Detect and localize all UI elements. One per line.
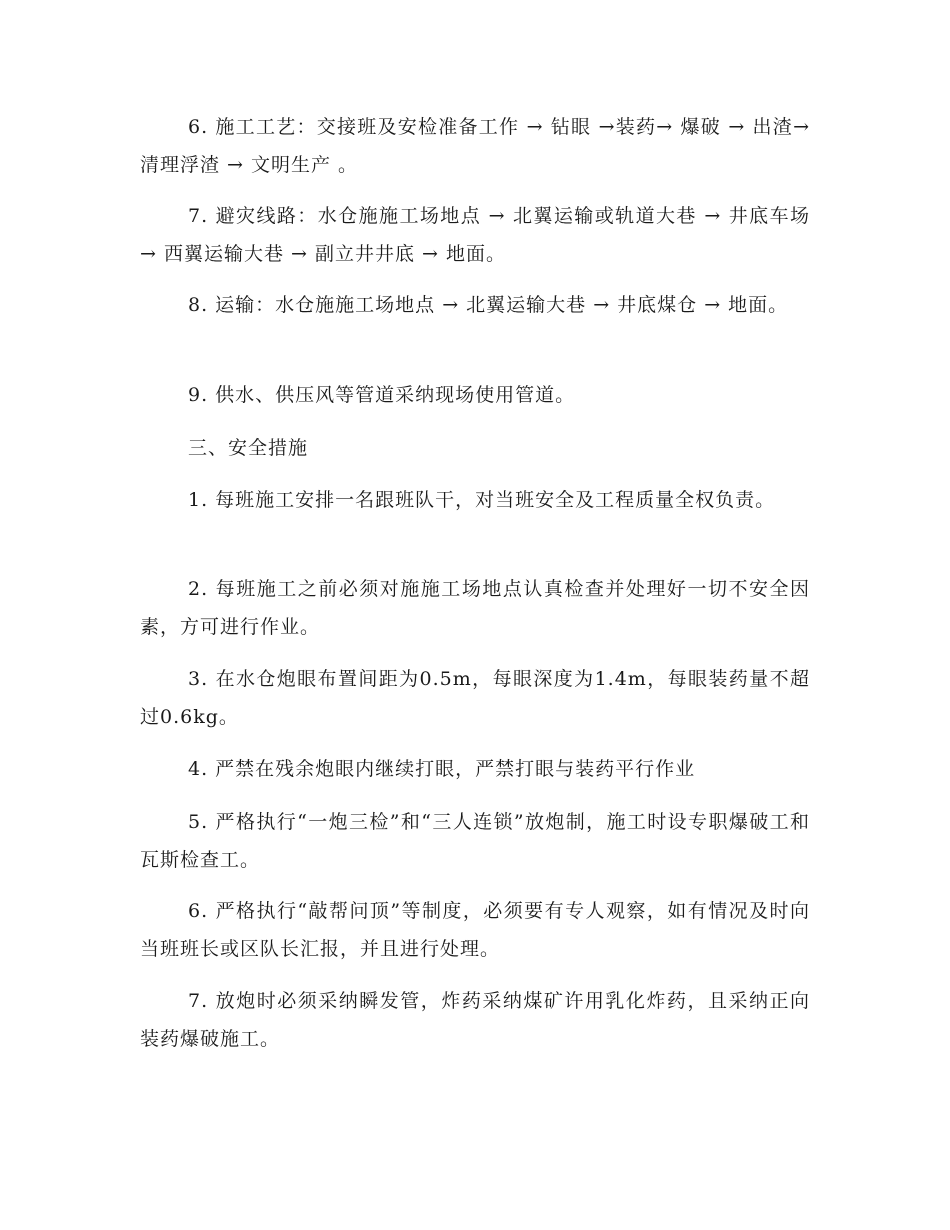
paragraph-safety-5: 5. 严格执行“一炮三检”和“三人连锁”放炮制，施工时设专职爆破工和瓦斯检查工。: [140, 811, 810, 871]
paragraph-water-air-supply: 9. 供水、供压风等管道采纳现场使用管道。: [188, 384, 576, 406]
paragraph-evacuation-route: 7. 避灾线路：水仓施施工场地点 → 北翼运输或轨道大巷 → 井底车场 → 西翼运输大巷 → 副立井井底 → 地面。: [140, 205, 810, 265]
paragraph-construction-process: 6. 施工工艺：交接班及安检准备工作 → 钻眼 →装药→ 爆破 → 出渣→ 清理浮渣 → 文明生产 。: [140, 116, 810, 176]
paragraph-safety-3: 3. 在水仓炮眼布置间距为0.5m，每眼深度为1.4m，每眼装药量不超过0.6kg。: [140, 668, 810, 728]
paragraph-safety-6: 6. 严格执行“敲帮问顶”等制度，必须要有专人观察，如有情况及时向当班班长或区队长汇报，并且进行处理。: [140, 900, 810, 960]
paragraph-safety-7: 7. 放炮时必须采纳瞬发管，炸药采纳煤矿许用乳化炸药，且采纳正向装药爆破施工。: [140, 990, 810, 1050]
paragraph-safety-2: 2. 每班施工之前必须对施施工场地点认真检查并处理好一切不安全因素，方可进行作业。: [140, 578, 810, 638]
section-heading-safety-measures: 三、安全措施: [188, 437, 309, 459]
paragraph-transport: 8. 运输：水仓施施工场地点 → 北翼运输大巷 → 井底煤仓 → 地面。: [188, 294, 789, 316]
paragraph-safety-1: 1. 每班施工安排一名跟班队干，对当班安全及工程质量全权负责。: [188, 489, 776, 511]
paragraph-safety-4: 4. 严禁在残余炮眼内继续打眼，严禁打眼与装药平行作业: [188, 758, 696, 780]
